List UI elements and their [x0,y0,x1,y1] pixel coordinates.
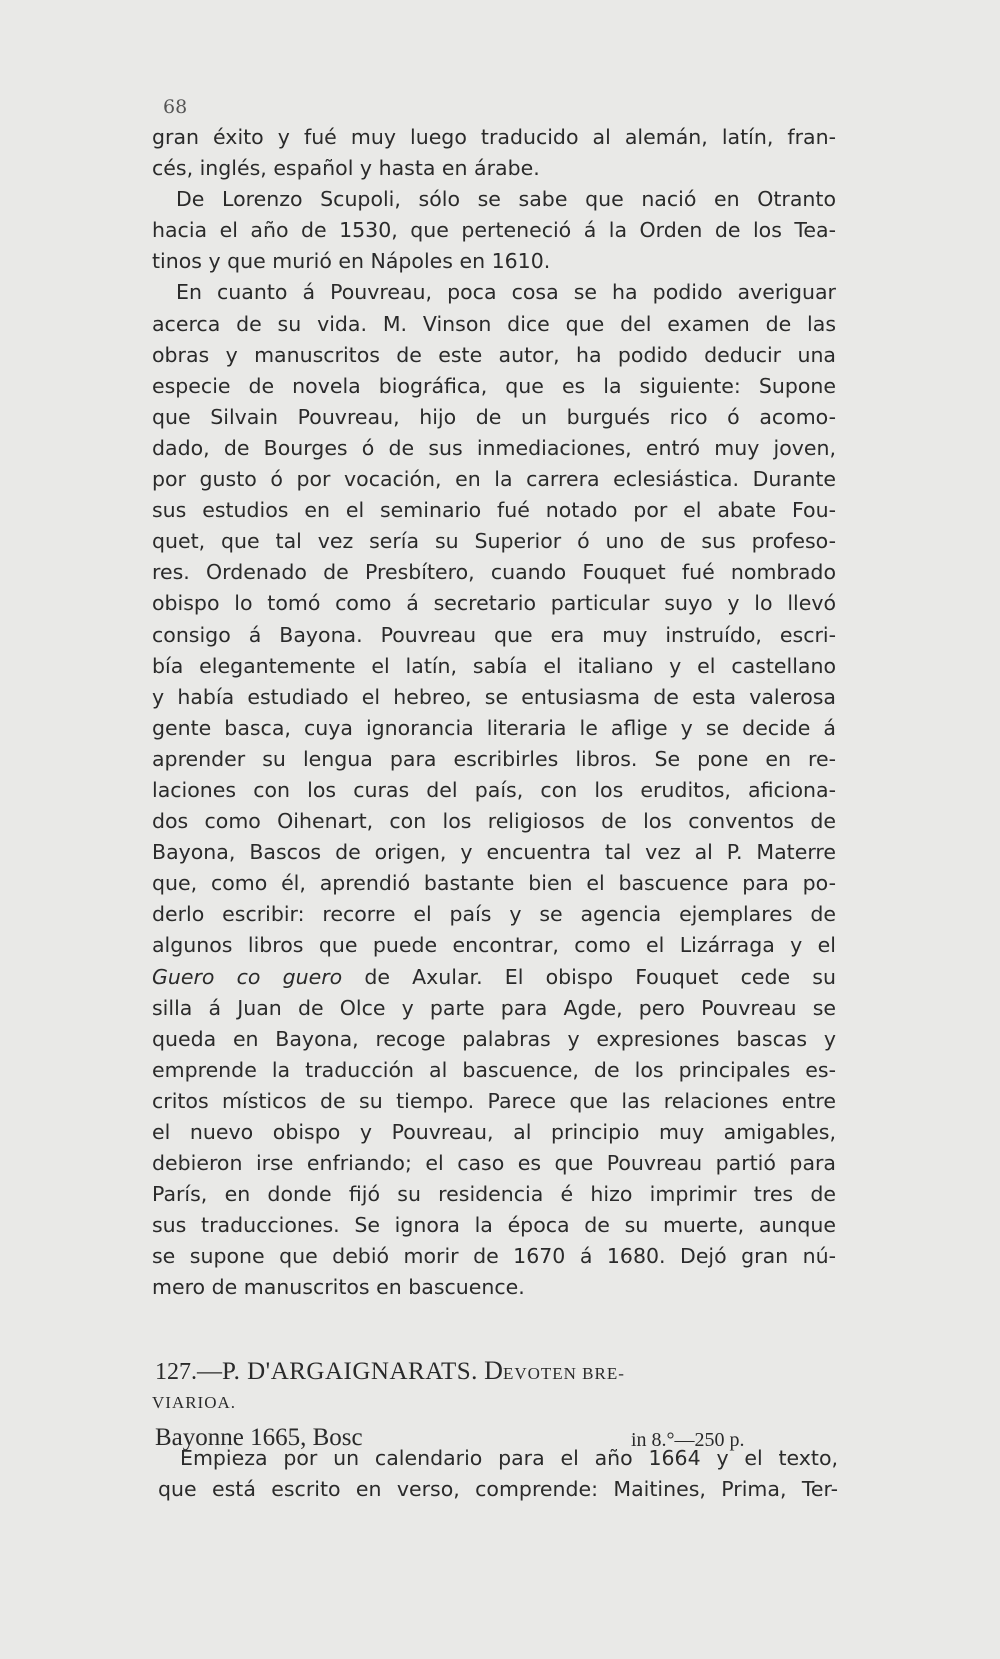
text-line: obispo lo tomó como á secretario particular suyo y lo llevó [152,591,836,616]
text-line: bía elegantemente el latín, sabía el italiano y el castellano [152,653,836,678]
page-number: 68 [163,96,188,118]
text-line: debieron irse enfriando; el caso es que Pouvreau partió para [152,1151,836,1176]
entry-author: P. D'ARGAIGNARATS. [222,1358,478,1385]
text-line: consigo á Bayona. Pouvreau que era muy instruído, escri- [152,622,836,647]
text-line: derlo escribir: recorre el país y se agencia ejemplares de [152,902,836,927]
text-line: sus traducciones. Se ignora la época de su muerte, aunque [152,1213,836,1238]
entry-number: 127. [155,1359,197,1385]
entry-title-continued: VIARIOA. [152,1393,237,1412]
entry-title-rest: EVOTEN BRE- [502,1364,625,1383]
entry-format: in 8.°—250 p. [631,1429,745,1451]
text-line-rest: de Axular. El obispo Fouquet cede su [342,964,836,989]
text-line: y había estudiado el hebreo, se entusiasma de esta valerosa [152,684,836,709]
text-line: se supone que debió morir de 1670 á 1680. Dejó gran nú- [152,1244,836,1269]
text-line: critos místicos de su tiempo. Parece que las relaciones entre [152,1088,836,1113]
entry-imprint: Bayonne 1665, Bosc [155,1424,363,1451]
text-line: especie de novela biográfica, que es la siguiente: Supone [152,373,836,398]
entry-title-initial: D [484,1356,503,1385]
text-line: quet, que tal vez sería su Superior ó uno de sus profeso- [152,529,836,554]
text-line: París, en donde fijó su residencia é hizo imprimir tres de [152,1182,836,1207]
text-line: acerca de su vida. M. Vinson dice que del examen de las [152,311,836,336]
text-line: que está escrito en verso, comprende: Maitines, Prima, Ter- [158,1477,838,1502]
text-line: silla á Juan de Olce y parte para Agde, pero Pouvreau se [152,995,836,1020]
text-line: Bayona, Bascos de origen, y encuentra tal vez al P. Materre [152,840,836,865]
text-line: res. Ordenado de Presbítero, cuando Fouquet fué nombrado [152,560,836,585]
text-line: que Silvain Pouvreau, hijo de un burgués rico ó acomo- [152,404,836,429]
text-line: emprende la traducción al bascuence, de los principales es- [152,1057,836,1082]
text-line: gran éxito y fué muy luego traducido al alemán, latín, fran- [152,125,836,149]
book-title-italic: Guero co guero [152,964,343,989]
text-line: dado, de Bourges ó de sus inmediaciones, entró muy joven, [152,435,836,460]
text-line: aprender su lengua para escribirles libros. Se pone en re- [152,746,836,771]
text-line: En cuanto á Pouvreau, poca cosa se ha podido averiguar [176,280,836,305]
entry-dash: — [197,1358,222,1385]
text-line: mero de manuscritos en bascuence. [152,1275,525,1300]
text-line: cés, inglés, español y hasta en árabe. [152,156,540,181]
text-line: laciones con los curas del país, con los eruditos, aficiona- [152,777,836,802]
entry-heading [155,1354,839,1388]
text-line: dos como Oihenart, con los religiosos de los conventos de [152,809,836,834]
text-line: Empieza por un calendario para el año 1664 y el texto, [180,1446,838,1470]
text-line: que, como él, aprendió bastante bien el bascuence para po- [152,871,836,896]
text-line: gente basca, cuya ignorancia literaria le aflige y se decide á [152,715,836,740]
text-line-italic [152,962,836,993]
text-line: De Lorenzo Scupoli, sólo se sabe que nació en Otranto [176,187,836,212]
text-line: tinos y que murió en Nápoles en 1610. [152,249,551,274]
body-text [152,122,836,1304]
text-line: sus estudios en el seminario fué notado por el abate Fou- [152,498,836,523]
text-line: obras y manuscritos de este autor, ha podido deducir una [152,342,836,367]
text-line: el nuevo obispo y Pouvreau, al principio muy amigables, [152,1120,836,1144]
text-line: hacia el año de 1530, que perteneció á la Orden de los Tea- [152,218,836,243]
text-line: queda en Bayona, recoge palabras y expresiones bascas y [152,1026,836,1051]
entry-description [158,1443,838,1505]
text-line: por gusto ó por vocación, en la carrera eclesiástica. Durante [152,467,836,492]
text-line: algunos libros que puede encontrar, como el Lizárraga y el [152,933,836,958]
